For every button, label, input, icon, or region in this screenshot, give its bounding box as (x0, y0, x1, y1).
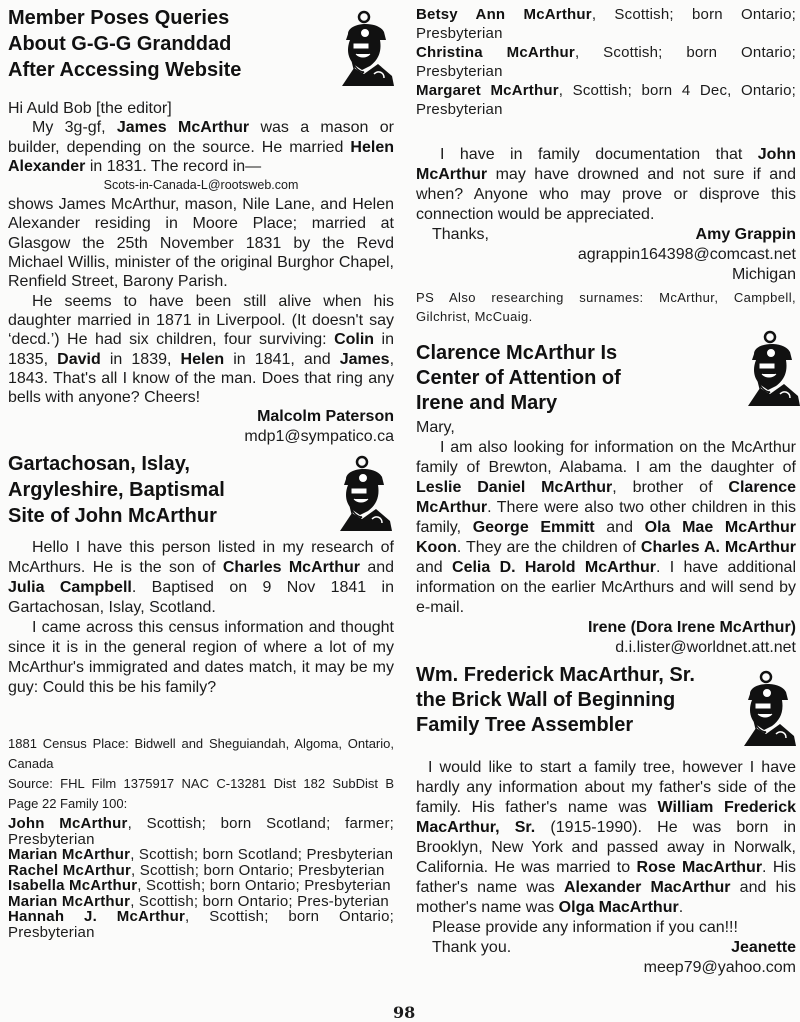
bold-name: Julia Campbell (8, 579, 132, 596)
paragraph (8, 618, 394, 698)
paragraph (8, 118, 394, 176)
bold-name: Colin (334, 331, 375, 349)
signature: Malcolm Paterson (257, 408, 394, 426)
person-name: Isabella McArthur (8, 877, 138, 894)
article-2-title (8, 451, 328, 529)
article-3-body (416, 418, 796, 658)
census-entry (8, 909, 394, 940)
text-run: and (416, 559, 453, 576)
census-entry (8, 894, 394, 910)
bold-name: Helen (180, 350, 225, 368)
census-entry (416, 43, 796, 81)
paragraph (8, 292, 394, 408)
person-details: , Scottish; born Scotland; farmer; Presbyterian (8, 815, 395, 848)
article-3-title (416, 341, 736, 416)
text-run: I have in family documentation that (440, 146, 758, 163)
title-line: Irene and Mary (416, 392, 558, 414)
text-run: shows James McArthur, mason, Nile Lane, and Helen Alexander residing in Moore Place; married at Glasgow the 25th November 1831 by the Revd Michael Willis, minister of the original Burghor Chapel, Renfield Street, Barony Parish. (8, 196, 394, 291)
bold-name: Leslie Daniel McArthur (416, 479, 613, 496)
article-1-body (8, 99, 394, 446)
person-name: Rachel McArthur (8, 861, 132, 879)
paragraph (416, 438, 796, 618)
person-details: , Scottish; born Ontario; Presbyterian (131, 861, 385, 879)
text-run: in 1841, and (224, 350, 340, 368)
person-name: Marian McArthur (8, 892, 131, 910)
text-run: in 1839, (100, 350, 181, 368)
bold-name: Alexander MacArthur (563, 879, 731, 896)
title-line: Site of John McArthur (8, 505, 217, 527)
signature: Amy Grappin (695, 226, 796, 243)
greeting: Mary, (416, 419, 455, 436)
email: agrappin164398@comcast.net (577, 246, 796, 263)
article-1-title (8, 5, 328, 83)
census-entry (8, 863, 394, 879)
text-run: Please provide any information if you can!!! (432, 919, 738, 936)
title-line: Argyleshire, Baptismal (8, 479, 225, 501)
bold-name: William Frederick MacArthur, Sr. (416, 799, 796, 836)
miner-mascot-icon (332, 455, 394, 531)
text-run: in 1831. The record in— (85, 157, 262, 175)
text-run: . There were also two other children in this family, (416, 499, 796, 536)
person-details: , Scottish; born 4 Dec, Ontario; Presbyterian (416, 82, 796, 118)
census-entry (416, 5, 796, 43)
email: mdp1@sympatico.ca (244, 427, 394, 445)
census-entry (416, 81, 796, 119)
text-run: He seems to have been still alive when his daughter married in 1871 in Liverpool. (It doesn't say ‘decd.’) He had six children, four surviving: (8, 292, 394, 349)
text-run: My 3g-gf, (32, 119, 117, 137)
article-4-title (416, 663, 746, 738)
bold-name: Ola Mae McArthur Koon (416, 519, 796, 556)
title-line: Center of Attention of (416, 367, 621, 389)
article-2-body (8, 538, 394, 698)
text-run: and (359, 559, 395, 576)
text-run: was a mason or builder, depending on the source. He married (8, 119, 394, 156)
bold-name: David (57, 350, 101, 368)
greeting: Hi Auld Bob [the editor] (8, 100, 172, 117)
text-run: (1915-1990). He was born in Brooklyn, New York and passed away in Norwalk, California. He was married to (416, 819, 796, 876)
text-run: . His father's name was (416, 859, 796, 896)
paragraph (416, 758, 796, 918)
person-details: , Scottish; born Ontario; Presbyterian (8, 908, 394, 941)
text-run: I am also looking for information on the McArthur family of Brewton, Alabama. I am the daughter of (416, 439, 796, 476)
person-details: , Scottish; born Ontario; Presbyterian (416, 44, 796, 80)
text-run: , 1843. That's all I know of the man. Does that ring any bells with anyone? Cheers! (8, 350, 395, 407)
person-details: , Scottish; born Ontario; Presbyterian (137, 877, 391, 894)
bold-name: James (339, 350, 390, 368)
census-source: Source: FHL Film 1375917 NAC C-13281 Dist 182 SubDist B Page 22 Family 100: (8, 776, 394, 811)
miner-mascot-icon (736, 670, 798, 746)
signature: Irene (Dora Irene McArthur) (587, 619, 796, 636)
miner-mascot-icon (334, 10, 396, 86)
person-details: , Scottish; born Ontario; Presbyterian (416, 6, 797, 42)
text-run: . They are the children of (456, 539, 641, 556)
email: d.i.lister@worldnet.att.net (615, 639, 796, 656)
text-run: , brother of (612, 479, 729, 496)
paragraph (8, 538, 394, 618)
census-place: 1881 Census Place: Bidwell and Sheguiandah, Algoma, Ontario, Canada (8, 736, 394, 771)
email: meep79@yahoo.com (643, 959, 796, 976)
paragraph (416, 145, 796, 225)
title-line: the Brick Wall of Beginning (416, 689, 676, 711)
location: Michigan (731, 266, 796, 283)
person-name: Betsy Ann McArthur (416, 6, 592, 23)
person-details: , Scottish; born Ontario; Pres-byterian (130, 892, 389, 910)
text-run: in 1835, (8, 331, 394, 368)
text-run: . Baptised on 9 Nov 1841 in Gartachosan, Islay, Scotland. (8, 579, 395, 616)
text-run: Hello I have this person listed in my research of McArthurs. He is the son of (8, 539, 394, 576)
postscript: PS Also researching surnames: McArthur, Campbell, Gilchrist, McCuaig. (416, 290, 796, 324)
text-run: and his mother's name was (416, 879, 796, 916)
person-name: John McArthur (8, 815, 128, 832)
bold-name: James McArthur (116, 119, 250, 137)
bold-name: Rose MacArthur (636, 859, 763, 876)
census-entry (8, 816, 394, 847)
person-name: Christina McArthur (416, 44, 575, 61)
bold-name: John McArthur (416, 146, 796, 183)
title-line: Gartachosan, Islay, (8, 453, 190, 475)
bold-name: Celia D. Harold McArthur (452, 559, 656, 576)
title-line: Wm. Frederick MacArthur, Sr. (416, 664, 695, 686)
signature: Jeanette (731, 939, 796, 956)
text-run: may have drowned and not sure if and when? Anyone who may prove or disprove this connection would be appreciated. (416, 166, 796, 223)
article-4-body (416, 758, 796, 978)
census-list-right (416, 5, 796, 119)
title-line: Family Tree Assembler (416, 714, 634, 736)
bold-name: George Emmitt (472, 519, 595, 536)
paragraph (416, 918, 796, 938)
bold-name: Helen Alexander (8, 138, 394, 175)
census-list-left (8, 816, 394, 940)
paragraph (8, 195, 394, 291)
person-name: Marian McArthur (8, 846, 131, 863)
bold-name: Charles A. McArthur (640, 539, 796, 556)
text-run: . (678, 899, 684, 916)
article-2-body-cont (416, 145, 796, 326)
text-run: and (594, 519, 645, 536)
census-entry (8, 878, 394, 894)
miner-mascot-icon (740, 330, 800, 406)
text-run: . I have additional information on the earlier McArthurs and will send by e-mail. (416, 559, 797, 616)
thanks: Thank you. (432, 939, 512, 956)
census-entry (8, 847, 394, 863)
person-name: Hannah J. McArthur (8, 908, 186, 925)
page-number: 98 (393, 1003, 416, 1022)
title-line: Member Poses Queries (8, 7, 230, 29)
bold-name: Olga MacArthur (558, 899, 679, 916)
source-email: Scots-in-Canada-L@rootsweb.com (103, 178, 299, 193)
person-details: , Scottish; born Scotland; Presbyterian (130, 846, 394, 863)
title-line: After Accessing Website (8, 59, 242, 81)
title-line: Clarence McArthur Is (416, 342, 618, 364)
thanks: Thanks, (432, 226, 489, 243)
bold-name: Charles McArthur (222, 559, 360, 576)
census-info (8, 734, 394, 814)
text-run: I came across this census information and thought since it is in the general region of where a lot of my McArthur's immigrated and dates match, it may be my guy: Could this be his family? (8, 619, 394, 696)
person-name: Margaret McArthur (416, 82, 559, 99)
bold-name: Clarence McArthur (416, 479, 797, 516)
text-run: I would like to start a family tree, however I have hardly any information about my father's side of the family. His father's name was (416, 759, 796, 816)
title-line: About G-G-G Granddad (8, 33, 232, 55)
